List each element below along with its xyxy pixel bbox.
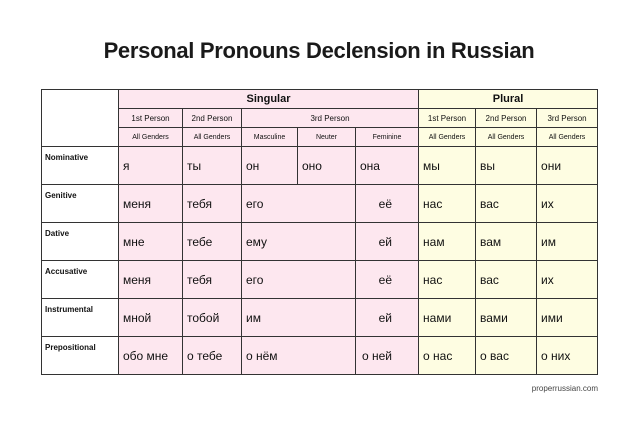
gender-header: Feminine bbox=[356, 128, 419, 147]
singular-header: Singular bbox=[119, 90, 419, 109]
plural-header: Plural bbox=[419, 90, 598, 109]
page-title: Personal Pronouns Declension in Russian bbox=[103, 38, 535, 63]
pronoun-cell: обо мне bbox=[119, 337, 183, 375]
pronoun-cell: тебя bbox=[183, 261, 242, 299]
pronoun-cell: о тебе bbox=[183, 337, 242, 375]
pronoun-cell: им bbox=[242, 299, 356, 337]
pronoun-cell: я bbox=[119, 147, 183, 185]
case-label: Instrumental bbox=[42, 299, 119, 337]
pronoun-cell: оно bbox=[298, 147, 356, 185]
pronoun-cell: он bbox=[242, 147, 298, 185]
pronoun-cell: тебе bbox=[183, 223, 242, 261]
pronoun-cell: тебя bbox=[183, 185, 242, 223]
pronoun-cell: вами bbox=[476, 299, 537, 337]
pronoun-cell: её bbox=[356, 185, 419, 223]
table-row bbox=[42, 185, 598, 223]
case-label: Dative bbox=[42, 223, 119, 261]
person-header: 1st Person bbox=[119, 109, 183, 128]
corner-cell bbox=[42, 90, 119, 147]
pronoun-cell: ей bbox=[356, 299, 419, 337]
pronoun-cell: о ней bbox=[356, 337, 419, 375]
pronoun-cell: вас bbox=[476, 261, 537, 299]
pronoun-cell: вам bbox=[476, 223, 537, 261]
gender-header: All Genders bbox=[119, 128, 183, 147]
case-label: Nominative bbox=[42, 147, 119, 185]
pronoun-cell: его bbox=[242, 185, 356, 223]
pronoun-cell: она bbox=[356, 147, 419, 185]
pronoun-cell: о нас bbox=[419, 337, 476, 375]
pronoun-cell: они bbox=[537, 147, 598, 185]
pronoun-cell: ему bbox=[242, 223, 356, 261]
person-header: 3rd Person bbox=[242, 109, 419, 128]
gender-header: All Genders bbox=[183, 128, 242, 147]
case-label: Prepositional bbox=[42, 337, 119, 375]
person-header: 2nd Person bbox=[183, 109, 242, 128]
declension-table bbox=[41, 89, 598, 375]
pronoun-cell: меня bbox=[119, 185, 183, 223]
pronoun-cell: вас bbox=[476, 185, 537, 223]
pronoun-cell: их bbox=[537, 261, 598, 299]
pronoun-cell: мы bbox=[419, 147, 476, 185]
pronoun-cell: мной bbox=[119, 299, 183, 337]
pronoun-cell: нас bbox=[419, 261, 476, 299]
table-row bbox=[42, 299, 598, 337]
person-header: 1st Person bbox=[419, 109, 476, 128]
pronoun-cell: мне bbox=[119, 223, 183, 261]
gender-header: All Genders bbox=[419, 128, 476, 147]
case-label: Accusative bbox=[42, 261, 119, 299]
pronoun-cell: тобой bbox=[183, 299, 242, 337]
pronoun-cell: его bbox=[242, 261, 356, 299]
pronoun-cell: им bbox=[537, 223, 598, 261]
pronoun-cell: вы bbox=[476, 147, 537, 185]
pronoun-cell: ими bbox=[537, 299, 598, 337]
pronoun-cell: о них bbox=[537, 337, 598, 375]
table-row bbox=[42, 147, 598, 185]
pronoun-cell: её bbox=[356, 261, 419, 299]
pronoun-cell: нас bbox=[419, 185, 476, 223]
person-header: 3rd Person bbox=[537, 109, 598, 128]
gender-header: All Genders bbox=[476, 128, 537, 147]
pronoun-cell: о нём bbox=[242, 337, 356, 375]
pronoun-cell: их bbox=[537, 185, 598, 223]
gender-header: All Genders bbox=[537, 128, 598, 147]
table-row bbox=[42, 261, 598, 299]
table-row bbox=[42, 337, 598, 375]
gender-header: Neuter bbox=[298, 128, 356, 147]
table-row bbox=[42, 223, 598, 261]
pronoun-cell: ты bbox=[183, 147, 242, 185]
gender-header: Masculine bbox=[242, 128, 298, 147]
pronoun-cell: нам bbox=[419, 223, 476, 261]
pronoun-cell: о вас bbox=[476, 337, 537, 375]
pronoun-cell: меня bbox=[119, 261, 183, 299]
pronoun-cell: ей bbox=[356, 223, 419, 261]
case-label: Genitive bbox=[42, 185, 119, 223]
pronoun-cell: нами bbox=[419, 299, 476, 337]
source-credit: properrussian.com bbox=[531, 384, 598, 393]
person-header: 2nd Person bbox=[476, 109, 537, 128]
